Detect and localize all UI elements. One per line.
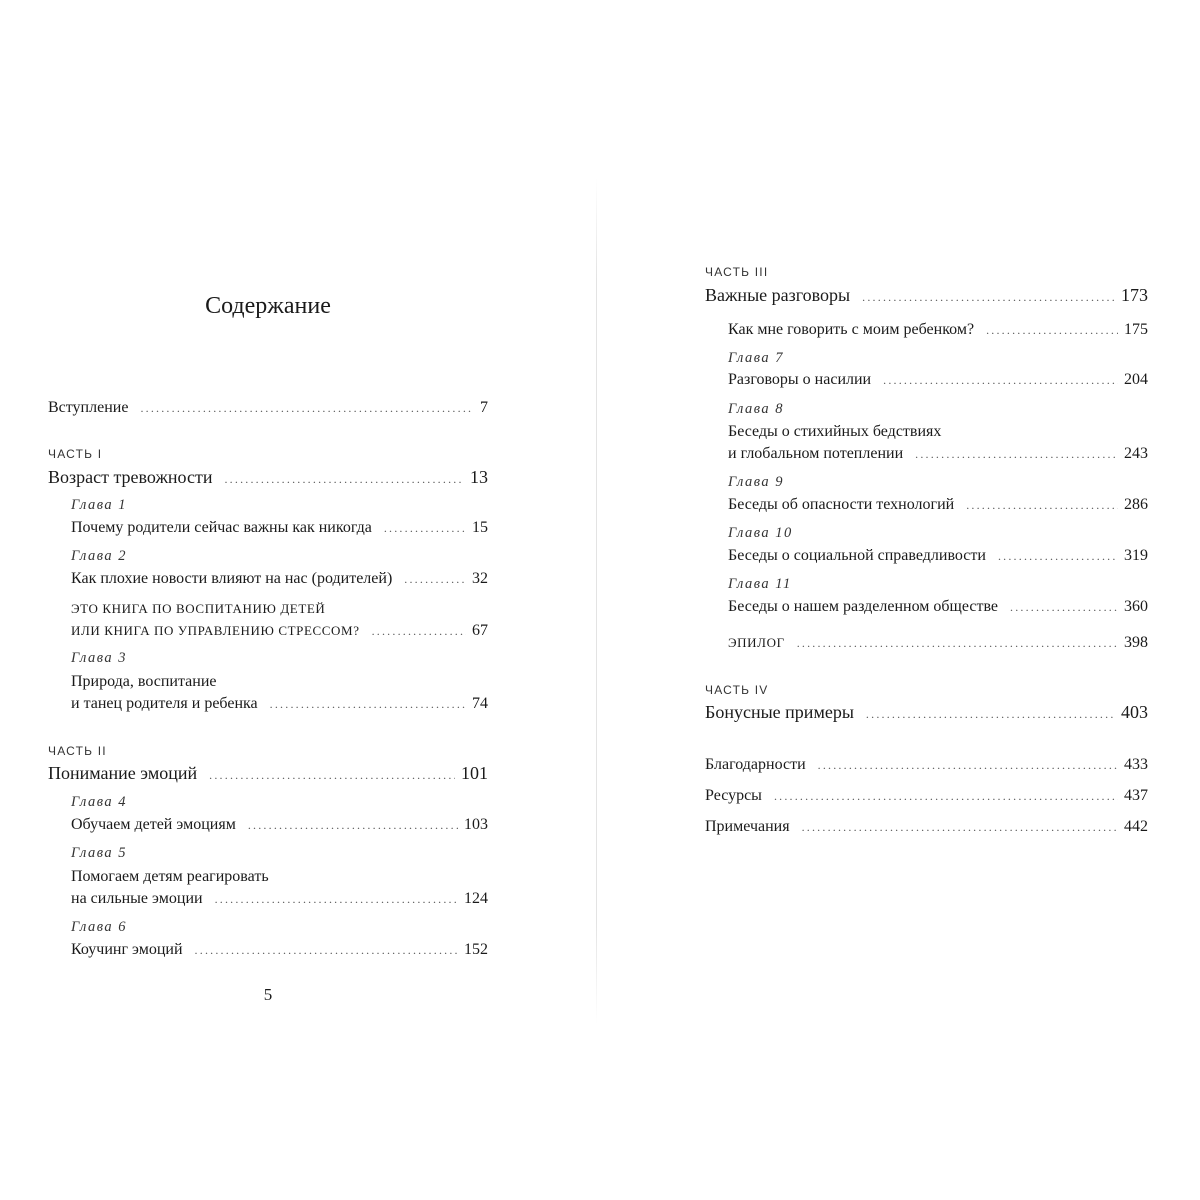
toc-entry-chapter-2[interactable] bbox=[71, 569, 488, 589]
dot-leader bbox=[404, 569, 466, 589]
toc-entry-page: 175 bbox=[1124, 321, 1148, 338]
toc-entry-title: ИЛИ КНИГА ПО УПРАВЛЕНИЮ СТРЕССОМ? bbox=[71, 623, 360, 638]
dot-leader bbox=[883, 370, 1118, 390]
dot-leader bbox=[215, 889, 458, 909]
toc-entry-page: 403 bbox=[1121, 702, 1148, 722]
toc-entry-page: 442 bbox=[1124, 818, 1148, 835]
page-number: 5 bbox=[263, 985, 273, 1004]
dot-leader bbox=[224, 469, 464, 489]
toc-entry-notes[interactable] bbox=[705, 817, 1148, 837]
chapter-label: Глава 6 bbox=[71, 919, 128, 935]
dot-leader bbox=[862, 287, 1115, 307]
toc-entry-title: и глобальном потеплении bbox=[728, 445, 904, 462]
toc-entry-page: 360 bbox=[1124, 598, 1148, 615]
chapter-label: Глава 5 bbox=[71, 845, 128, 861]
toc-entry-title: Благодарности bbox=[705, 756, 806, 773]
toc-entry-page: 101 bbox=[461, 763, 488, 783]
toc-entry-chapter-11[interactable] bbox=[728, 597, 1148, 617]
toc-entry-chapter-8-line1: Беседы о стихийных бедствиях bbox=[728, 423, 942, 440]
dot-leader bbox=[1010, 597, 1118, 617]
toc-entry-intro[interactable] bbox=[48, 398, 488, 418]
toc-entry-chapter-10[interactable] bbox=[728, 546, 1148, 566]
toc-entry-title: Как мне говорить с моим ребенком? bbox=[728, 321, 975, 338]
dot-leader bbox=[372, 621, 466, 641]
toc-entry-title: Обучаем детей эмоциям bbox=[71, 816, 236, 833]
toc-entry-title: Примечания bbox=[705, 818, 790, 835]
part-label: ЧАСТЬ IV bbox=[705, 683, 769, 697]
toc-heading: Содержание bbox=[205, 293, 331, 319]
toc-entry-chapter-5-line1: Помогаем детям реагировать bbox=[71, 868, 269, 885]
page-gutter-divider bbox=[596, 178, 597, 1024]
toc-entry-title: Как плохие новости влияют на нас (родителей) bbox=[71, 570, 393, 587]
toc-entry-chapter-8[interactable] bbox=[728, 444, 1148, 464]
chapter-label: Глава 11 bbox=[728, 576, 792, 592]
toc-entry-resources[interactable] bbox=[705, 786, 1148, 806]
part-label: ЧАСТЬ II bbox=[48, 744, 107, 758]
toc-entry-acknowledgements[interactable] bbox=[705, 755, 1148, 775]
part-label: ЧАСТЬ III bbox=[705, 265, 769, 279]
toc-entry-page: 7 bbox=[480, 399, 488, 416]
part-title: Возраст тревожности bbox=[48, 467, 213, 487]
dot-leader bbox=[384, 518, 466, 538]
part-title: Важные разговоры bbox=[705, 285, 851, 305]
part-title: Понимание эмоций bbox=[48, 763, 198, 783]
toc-entry-page: 103 bbox=[464, 816, 488, 833]
dot-leader bbox=[140, 398, 474, 418]
toc-entry-part3-intro[interactable] bbox=[728, 320, 1148, 340]
dot-leader bbox=[818, 755, 1118, 775]
toc-entry-chapter-7[interactable] bbox=[728, 370, 1148, 390]
toc-entry-page: 204 bbox=[1124, 371, 1148, 388]
chapter-label: Глава 3 bbox=[71, 650, 128, 666]
dot-leader bbox=[774, 786, 1118, 806]
dot-leader bbox=[797, 633, 1118, 653]
chapter-label: Глава 2 bbox=[71, 548, 128, 564]
toc-entry-page: 286 bbox=[1124, 496, 1148, 513]
toc-entry-page: 15 bbox=[472, 519, 488, 536]
part-title-entry[interactable] bbox=[705, 702, 1148, 724]
dot-leader bbox=[248, 815, 458, 835]
toc-entry-epilogue[interactable] bbox=[728, 633, 1148, 653]
dot-leader bbox=[915, 444, 1118, 464]
toc-entry-title: ЭПИЛОГ bbox=[728, 635, 785, 650]
toc-entry-title: Разговоры о насилии bbox=[728, 371, 872, 388]
toc-entry-title: и танец родителя и ребенка bbox=[71, 695, 258, 712]
toc-entry-page: 437 bbox=[1124, 787, 1148, 804]
toc-entry-title: Почему родители сейчас важны как никогда bbox=[71, 519, 372, 536]
toc-entry-title: Вступление bbox=[48, 399, 129, 416]
toc-entry-page: 13 bbox=[470, 467, 488, 487]
toc-entry-page: 173 bbox=[1121, 285, 1148, 305]
dot-leader bbox=[998, 546, 1118, 566]
right-page bbox=[705, 0, 1148, 1200]
dot-leader bbox=[866, 704, 1115, 724]
toc-entry-title: Беседы об опасности технологий bbox=[728, 496, 955, 513]
toc-entry-page: 67 bbox=[472, 622, 488, 639]
toc-entry-page: 74 bbox=[472, 695, 488, 712]
toc-entry-chapter-3[interactable] bbox=[71, 694, 488, 714]
toc-entry-interlude-line1: ЭТО КНИГА ПО ВОСПИТАНИЮ ДЕТЕЙ bbox=[71, 601, 326, 616]
part-title-entry[interactable] bbox=[48, 763, 488, 785]
toc-entry-chapter-4[interactable] bbox=[71, 815, 488, 835]
toc-entry-chapter-9[interactable] bbox=[728, 495, 1148, 515]
toc-entry-title: на сильные эмоции bbox=[71, 890, 203, 907]
toc-entry-title: Коучинг эмоций bbox=[71, 941, 183, 958]
dot-leader bbox=[209, 765, 455, 785]
chapter-label: Глава 4 bbox=[71, 794, 128, 810]
part-title-entry[interactable] bbox=[705, 285, 1148, 307]
dot-leader bbox=[966, 495, 1118, 515]
toc-entry-chapter-1[interactable] bbox=[71, 518, 488, 538]
part-title-entry[interactable] bbox=[48, 467, 488, 489]
toc-entry-chapter-6[interactable] bbox=[71, 940, 488, 960]
toc-entry-page: 433 bbox=[1124, 756, 1148, 773]
chapter-label: Глава 9 bbox=[728, 474, 785, 490]
dot-leader bbox=[986, 320, 1118, 340]
toc-entry-page: 152 bbox=[464, 941, 488, 958]
chapter-label: Глава 8 bbox=[728, 401, 785, 417]
part-title: Бонусные примеры bbox=[705, 702, 854, 722]
toc-entry-chapter-5[interactable] bbox=[71, 889, 488, 909]
toc-entry-title: Ресурсы bbox=[705, 787, 762, 804]
dot-leader bbox=[802, 817, 1118, 837]
toc-entry-page: 243 bbox=[1124, 445, 1148, 462]
chapter-label: Глава 1 bbox=[71, 497, 128, 513]
toc-entry-page: 124 bbox=[464, 890, 488, 907]
toc-entry-title: Беседы о социальной справедливости bbox=[728, 547, 986, 564]
toc-entry-page: 32 bbox=[472, 570, 488, 587]
toc-entry-page: 398 bbox=[1124, 634, 1148, 651]
chapter-label: Глава 10 bbox=[728, 525, 793, 541]
part-label: ЧАСТЬ I bbox=[48, 447, 103, 461]
toc-entry-interlude[interactable] bbox=[71, 621, 488, 641]
toc-entry-title: Беседы о нашем разделенном обществе bbox=[728, 598, 998, 615]
dot-leader bbox=[195, 940, 458, 960]
left-page bbox=[48, 0, 488, 1200]
chapter-label: Глава 7 bbox=[728, 350, 785, 366]
toc-entry-chapter-3-line1: Природа, воспитание bbox=[71, 673, 217, 690]
toc-entry-page: 319 bbox=[1124, 547, 1148, 564]
dot-leader bbox=[270, 694, 466, 714]
